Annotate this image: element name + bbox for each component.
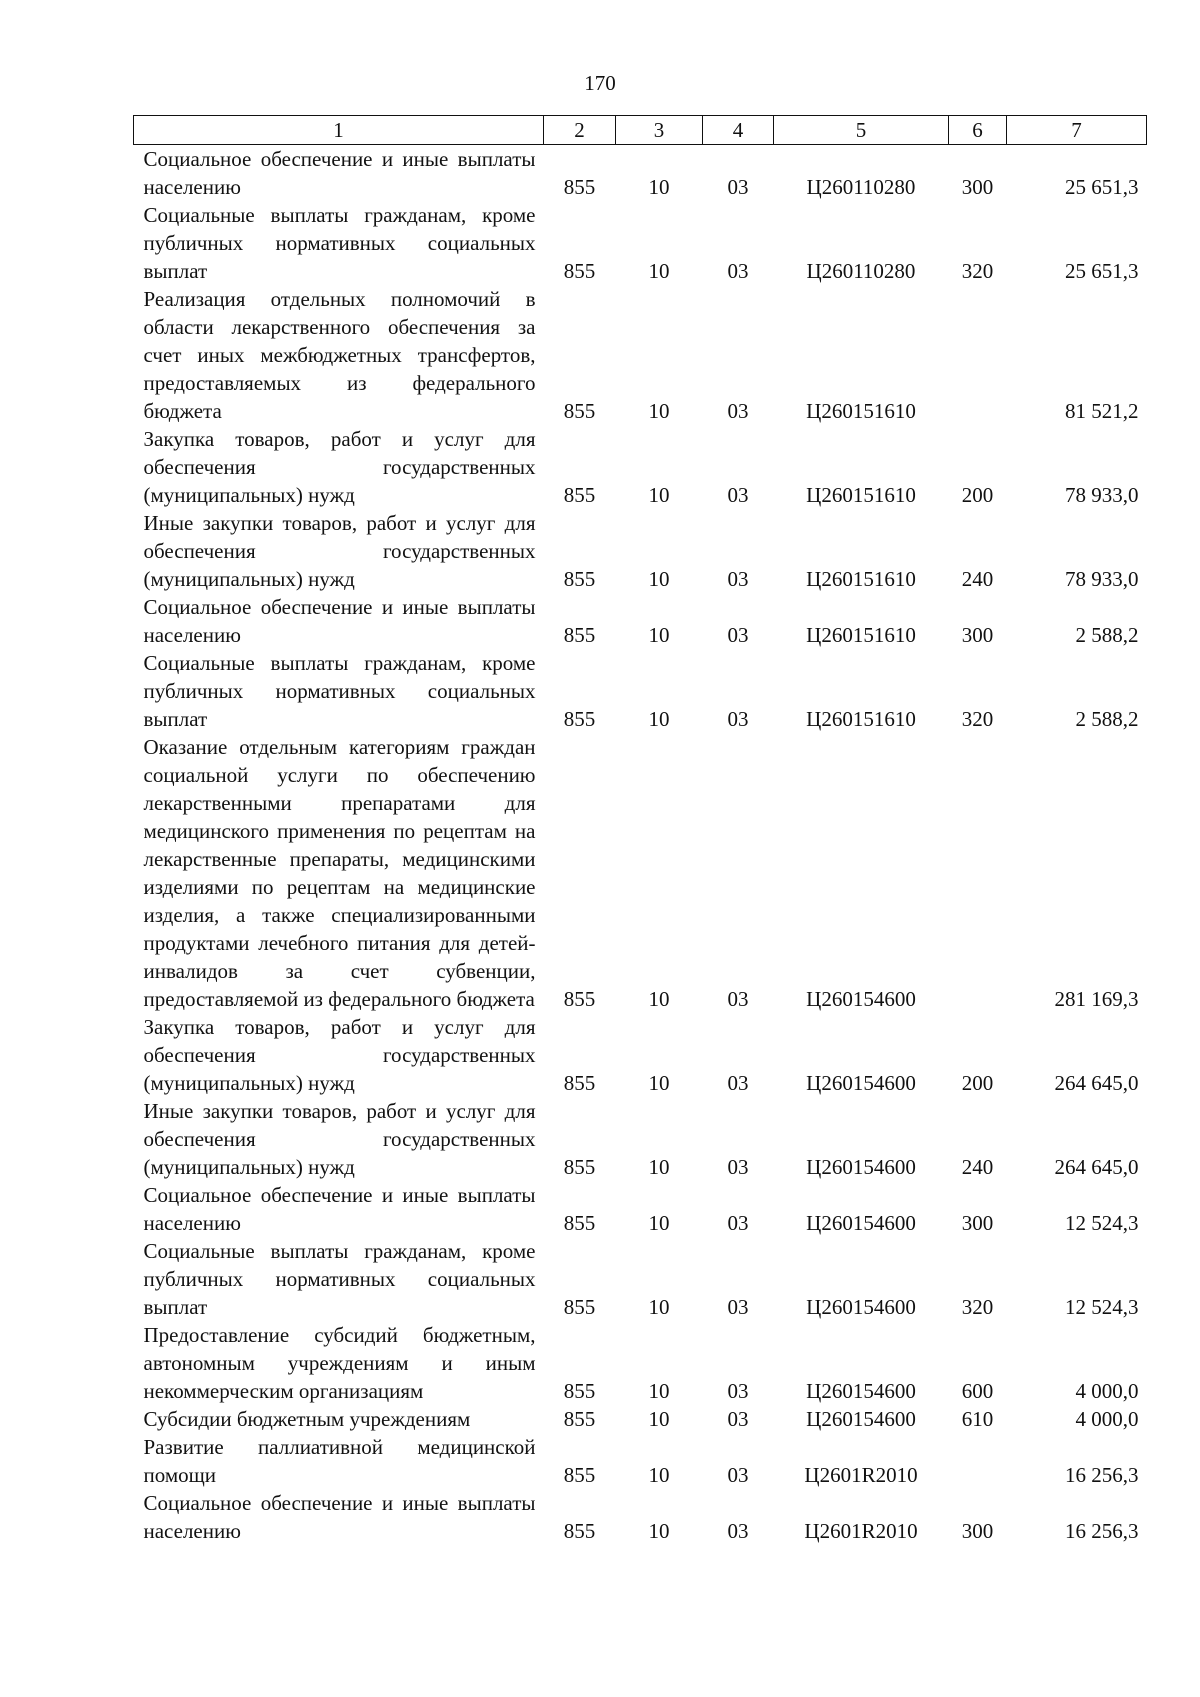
row-name: Субсидии бюджетным учреждениям (143, 1407, 471, 1431)
row-code-3: 10 (648, 399, 670, 423)
row-amount: 12 524,3 (1065, 1211, 1139, 1235)
table-row (134, 1433, 1147, 1489)
row-amount: 16 256,3 (1065, 1463, 1139, 1487)
row-code-3: 10 (648, 707, 670, 731)
row-code-6: 600 (961, 1379, 994, 1403)
row-name: Развитие паллиативной медицинской помощи (143, 1435, 536, 1487)
header-cell-1: 1 (134, 116, 544, 145)
row-code-5: Ц260110280 (806, 175, 916, 199)
row-code-6 (949, 285, 1007, 425)
page-number: 170 (584, 71, 616, 95)
row-amount: 4 000,0 (1075, 1379, 1139, 1403)
row-name: Предоставление субсидий бюджетным, автономным учреждениям и иным некоммерческим организациям (143, 1323, 536, 1403)
table-row (134, 593, 1147, 649)
header-cell-3: 3 (616, 116, 703, 145)
row-code-6: 300 (961, 1519, 994, 1543)
row-code-4: 03 (727, 1295, 749, 1319)
row-amount: 281 169,3 (1054, 987, 1139, 1011)
row-code-5: Ц260151610 (806, 707, 916, 731)
row-code-5: Ц2601R2010 (804, 1519, 918, 1543)
row-code-4: 03 (727, 1519, 749, 1543)
row-code-3: 10 (648, 623, 670, 647)
row-amount: 16 256,3 (1065, 1519, 1139, 1543)
table-row (134, 1405, 1147, 1433)
row-code-2: 855 (563, 1155, 596, 1179)
row-name: Социальные выплаты гражданам, кроме публичных нормативных социальных выплат (143, 203, 536, 283)
row-code-3: 10 (648, 1071, 670, 1095)
row-code-3: 10 (648, 175, 670, 199)
row-code-5: Ц260154600 (806, 1071, 916, 1095)
header-cell-6: 6 (949, 116, 1007, 145)
row-code-4: 03 (727, 707, 749, 731)
row-code-5: Ц260110280 (806, 259, 916, 283)
row-code-6: 320 (961, 259, 994, 283)
row-code-2: 855 (563, 483, 596, 507)
header-cell-5: 5 (774, 116, 949, 145)
row-amount: 81 521,2 (1065, 399, 1139, 423)
row-code-3: 10 (648, 567, 670, 591)
row-code-4: 03 (727, 1407, 749, 1431)
row-code-2: 855 (563, 567, 596, 591)
row-name: Оказание отдельным категориям граждан социальной услуги по обеспечению лекарственными препаратами для медицинского применения по рецептам на лекарственные препараты, медицинскими изделиями по рецептам на медицинские изделия, а также специализированными продуктами лечебного питания для детей-инвалидов за счет субвенции, предоставляемой из федерального бюджета (143, 735, 536, 1011)
row-code-3: 10 (648, 1379, 670, 1403)
row-code-5: Ц260151610 (806, 623, 916, 647)
row-code-5: Ц260154600 (806, 987, 916, 1011)
row-code-6: 240 (961, 1155, 994, 1179)
row-amount: 2 588,2 (1075, 707, 1139, 731)
row-code-3: 10 (648, 1155, 670, 1179)
table-header (134, 116, 1147, 145)
row-code-2: 855 (563, 399, 596, 423)
row-amount: 25 651,3 (1065, 175, 1139, 199)
row-code-4: 03 (727, 1155, 749, 1179)
row-code-2: 855 (563, 1379, 596, 1403)
row-amount: 78 933,0 (1065, 483, 1139, 507)
row-code-6: 240 (961, 567, 994, 591)
row-code-5: Ц260154600 (806, 1295, 916, 1319)
row-name: Закупка товаров, работ и услуг для обеспечения государственных (муниципальных) нужд (143, 427, 536, 507)
row-code-5: Ц260154600 (806, 1155, 916, 1179)
table-row (134, 1013, 1147, 1097)
table-row (134, 1097, 1147, 1181)
header-cell-4: 4 (703, 116, 774, 145)
row-code-5: Ц260151610 (806, 567, 916, 591)
row-code-4: 03 (727, 483, 749, 507)
row-code-5: Ц260151610 (806, 399, 916, 423)
row-code-4: 03 (727, 623, 749, 647)
row-name: Социальные выплаты гражданам, кроме публичных нормативных социальных выплат (143, 651, 536, 731)
row-code-5: Ц260151610 (806, 483, 916, 507)
row-amount: 4 000,0 (1075, 1407, 1139, 1431)
row-code-6: 200 (961, 483, 994, 507)
row-name: Иные закупки товаров, работ и услуг для обеспечения государственных (муниципальных) нужд (143, 511, 536, 591)
row-code-5: Ц260154600 (806, 1379, 916, 1403)
row-name: Социальное обеспечение и иные выплаты населению (143, 147, 536, 199)
row-code-4: 03 (727, 567, 749, 591)
row-name: Реализация отдельных полномочий в области лекарственного обеспечения за счет иных межбюджетных трансфертов, предоставляемых из федерального бюджета (143, 287, 536, 423)
row-name: Социальные выплаты гражданам, кроме публичных нормативных социальных выплат (143, 1239, 536, 1319)
row-amount: 2 588,2 (1075, 623, 1139, 647)
row-code-2: 855 (563, 175, 596, 199)
row-code-3: 10 (648, 259, 670, 283)
row-code-3: 10 (648, 1211, 670, 1235)
row-amount: 12 524,3 (1065, 1295, 1139, 1319)
header-cell-7: 7 (1007, 116, 1147, 145)
row-code-3: 10 (648, 1407, 670, 1431)
row-code-6 (949, 733, 1007, 1013)
row-code-3: 10 (648, 1295, 670, 1319)
row-code-5: Ц2601R2010 (804, 1463, 918, 1487)
row-name: Социальное обеспечение и иные выплаты населению (143, 1183, 536, 1235)
row-amount: 78 933,0 (1065, 567, 1139, 591)
table-row (134, 1489, 1147, 1545)
header-cell-2: 2 (544, 116, 616, 145)
row-code-2: 855 (563, 259, 596, 283)
header-row (134, 116, 1147, 145)
row-code-4: 03 (727, 399, 749, 423)
row-code-2: 855 (563, 623, 596, 647)
row-code-6: 610 (961, 1407, 994, 1431)
table-row (134, 145, 1147, 202)
table-row (134, 425, 1147, 509)
row-code-4: 03 (727, 1071, 749, 1095)
table-row (134, 649, 1147, 733)
table-row (134, 509, 1147, 593)
row-amount: 25 651,3 (1065, 259, 1139, 283)
row-name: Социальное обеспечение и иные выплаты населению (143, 595, 536, 647)
row-name: Закупка товаров, работ и услуг для обеспечения государственных (муниципальных) нужд (143, 1015, 536, 1095)
row-code-6: 300 (961, 1211, 994, 1235)
budget-table (133, 115, 1147, 1545)
row-code-2: 855 (563, 1519, 596, 1543)
row-amount: 264 645,0 (1054, 1155, 1139, 1179)
table-row (134, 733, 1147, 1013)
row-code-6: 300 (961, 175, 994, 199)
row-code-2: 855 (563, 1407, 596, 1431)
row-amount: 264 645,0 (1054, 1071, 1139, 1095)
row-code-6: 320 (961, 1295, 994, 1319)
row-code-2: 855 (563, 1295, 596, 1319)
table-row (134, 1237, 1147, 1321)
row-code-6 (949, 1433, 1007, 1489)
row-code-4: 03 (727, 175, 749, 199)
table-row (134, 1181, 1147, 1237)
row-code-3: 10 (648, 1463, 670, 1487)
row-code-2: 855 (563, 1211, 596, 1235)
table-row (134, 1321, 1147, 1405)
row-code-4: 03 (727, 1463, 749, 1487)
row-code-4: 03 (727, 1379, 749, 1403)
row-name: Иные закупки товаров, работ и услуг для обеспечения государственных (муниципальных) нужд (143, 1099, 536, 1179)
row-code-3: 10 (648, 483, 670, 507)
row-code-2: 855 (563, 1071, 596, 1095)
row-code-5: Ц260154600 (806, 1211, 916, 1235)
table-row (134, 201, 1147, 285)
row-code-4: 03 (727, 1211, 749, 1235)
row-code-2: 855 (563, 707, 596, 731)
row-code-3: 10 (648, 987, 670, 1011)
table-body (134, 145, 1147, 1546)
row-code-4: 03 (727, 987, 749, 1011)
row-code-6: 200 (961, 1071, 994, 1095)
row-code-6: 320 (961, 707, 994, 731)
row-code-4: 03 (727, 259, 749, 283)
row-code-3: 10 (648, 1519, 670, 1543)
table-row (134, 285, 1147, 425)
row-name: Социальное обеспечение и иные выплаты населению (143, 1491, 536, 1543)
row-code-2: 855 (563, 987, 596, 1011)
row-code-5: Ц260154600 (806, 1407, 916, 1431)
row-code-2: 855 (563, 1463, 596, 1487)
row-code-6: 300 (961, 623, 994, 647)
